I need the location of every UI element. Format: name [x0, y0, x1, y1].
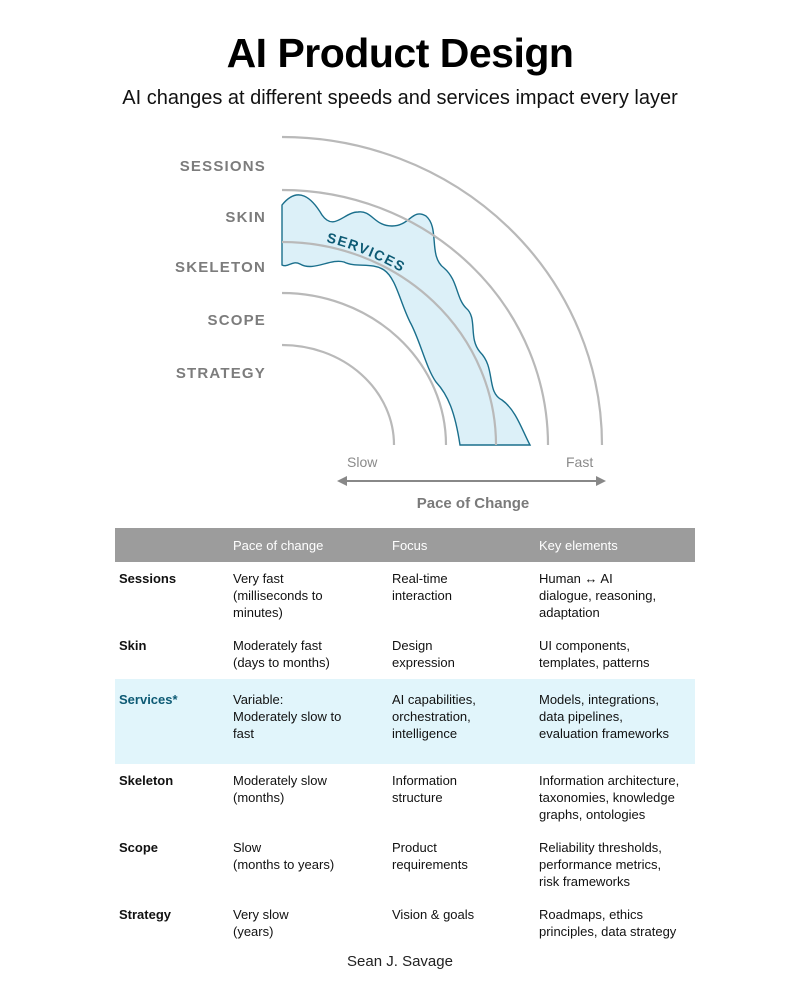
table-header-row [115, 528, 695, 562]
cell-line: graphs, ontologies [539, 807, 646, 822]
cell-line: Roadmaps, ethics [539, 907, 644, 922]
header-focus: Focus [388, 528, 535, 562]
cell-line: interaction [392, 588, 452, 603]
cell-pace [229, 898, 388, 948]
cell-line: intelligence [392, 726, 458, 741]
cell-line: taxonomies, knowledge [539, 790, 675, 805]
cell-line: (years) [233, 924, 274, 939]
cell-line: Slow [233, 840, 262, 855]
cell-line: Product [392, 840, 437, 855]
cell-line: dialogue, reasoning, [539, 588, 657, 603]
cell-elements [535, 679, 695, 764]
header-elements: Key elements [535, 528, 695, 562]
label-strategy: STRATEGY [175, 365, 266, 382]
cell-line: adaptation [539, 605, 600, 620]
cell-layer: Strategy [119, 907, 172, 922]
cell-line: Information [392, 773, 458, 788]
layers-table [115, 528, 695, 948]
cell-line: templates, patterns [539, 655, 650, 670]
cell-focus [388, 562, 535, 629]
cell-line: expression [392, 655, 455, 670]
cell-line: requirements [392, 857, 468, 872]
cell-layer: Scope [119, 840, 159, 855]
cell-focus [388, 831, 535, 898]
cell-line: fast [233, 726, 254, 741]
cell-line: minutes) [233, 605, 283, 620]
cell-line: AI capabilities, [392, 692, 476, 707]
cell-elements [535, 629, 695, 679]
cell-line: data pipelines, [539, 709, 623, 724]
cell-line: Real-time [392, 571, 448, 586]
cell-line: Moderately slow to [233, 709, 342, 724]
cell-line: UI components, [539, 638, 631, 653]
cell-line: principles, data strategy [539, 924, 677, 939]
cell-focus [388, 629, 535, 679]
cell-layer: Skeleton [119, 773, 174, 788]
cell-line: Very slow [233, 907, 289, 922]
cell-pace [229, 679, 388, 764]
axis-title: Pace of Change [416, 495, 530, 512]
cell-focus [388, 898, 535, 948]
cell-pace [229, 629, 388, 679]
cell-line: orchestration, [392, 709, 471, 724]
cell-line: performance metrics, [539, 857, 662, 872]
cell-pace [229, 764, 388, 831]
cell-line: (days to months) [233, 655, 330, 670]
cell-line: risk frameworks [539, 874, 631, 889]
cell-line: Models, integrations, [539, 692, 659, 707]
cell-line: Design [392, 638, 433, 653]
cell-layer: Services* [115, 679, 229, 764]
header-pace: Pace of change [229, 528, 388, 562]
cell-line: (months to years) [233, 857, 335, 872]
cell-pace [229, 831, 388, 898]
table-row [115, 629, 695, 679]
label-skeleton: SKELETON [174, 259, 266, 276]
axis-slow-label: Slow [347, 454, 378, 470]
pace-axis-arrow [337, 476, 606, 486]
cell-line: Human ↔ AI [539, 571, 613, 586]
author-credit: Sean J. Savage [347, 953, 453, 970]
label-skin: SKIN [225, 209, 266, 226]
header-layer [115, 528, 229, 562]
table-row [115, 898, 695, 948]
cell-line: evaluation frameworks [539, 726, 670, 741]
cell-focus [388, 679, 535, 764]
cell-elements [535, 898, 695, 948]
cell-line: (months) [233, 790, 285, 805]
label-scope: SCOPE [207, 312, 266, 329]
table-row [115, 679, 695, 764]
cell-elements [535, 562, 695, 629]
cell-line: Information architecture, [539, 773, 680, 788]
cell-line: Reliability thresholds, [539, 840, 662, 855]
table-row [115, 831, 695, 898]
cell-focus [388, 764, 535, 831]
cell-layer: Skin [119, 638, 147, 653]
cell-line: Vision & goals [392, 907, 475, 922]
cell-layer: Sessions [119, 571, 177, 586]
cell-line: Moderately fast [233, 638, 322, 653]
cell-line: Variable: [233, 692, 284, 707]
cell-line: structure [392, 790, 443, 805]
cell-line: Very fast [233, 571, 284, 586]
cell-pace [229, 562, 388, 629]
layers-diagram [0, 120, 800, 520]
services-label: SERVICES [325, 229, 409, 276]
label-sessions: SESSIONS [179, 158, 266, 175]
cell-line: Moderately slow [233, 773, 327, 788]
cell-elements [535, 831, 695, 898]
page-title: AI Product Design [226, 30, 574, 76]
cell-elements [535, 764, 695, 831]
arc-strategy [282, 345, 394, 445]
page-subtitle: AI changes at different speeds and services impact every layer [122, 87, 678, 109]
axis-fast-label: Fast [566, 454, 594, 470]
table-row [115, 764, 695, 831]
cell-line: (milliseconds to [233, 588, 323, 603]
table-row [115, 562, 695, 629]
